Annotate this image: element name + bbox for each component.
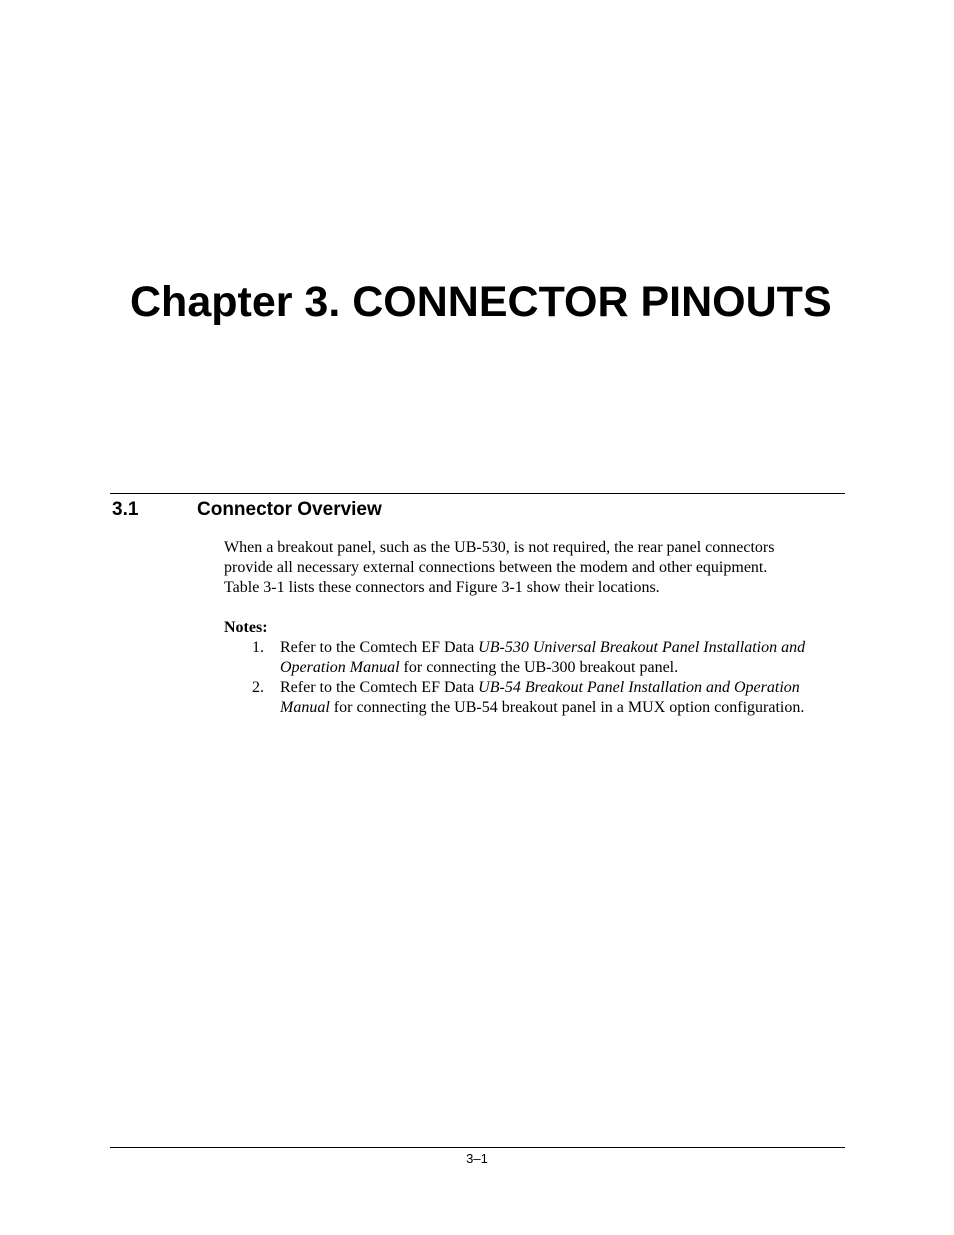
- note-text-suffix: for connecting the UB-54 breakout panel in a MUX option configuration.: [329, 699, 805, 716]
- notes-heading: Notes:: [224, 619, 268, 636]
- note-item: [224, 678, 844, 718]
- intro-line: When a breakout panel, such as the UB-530, is not required, the rear panel connectors: [224, 539, 775, 556]
- chapter-title: Chapter 3. CONNECTOR PINOUTS: [130, 278, 832, 326]
- intro-line: Table 3-1 lists these connectors and Figure 3-1 show their locations.: [224, 579, 660, 596]
- note-text-suffix: for connecting the UB-300 breakout panel.: [399, 659, 679, 676]
- section-title: Connector Overview: [197, 499, 382, 520]
- section-divider: [110, 493, 845, 494]
- intro-paragraph: [224, 538, 814, 598]
- manual-title: UB-54 Breakout Panel Installation and Operation Manual: [280, 679, 800, 716]
- note-number: 2.: [252, 679, 264, 696]
- section-body: [224, 538, 844, 718]
- note-item: [224, 638, 844, 678]
- note-text-prefix: Refer to the Comtech EF Data: [280, 679, 479, 696]
- manual-title: UB-530 Universal Breakout Panel Installation and Operation Manual: [280, 639, 806, 676]
- page-number: 3–1: [466, 1151, 488, 1166]
- footer-divider: [110, 1147, 845, 1148]
- note-number: 1.: [252, 639, 264, 656]
- section-number: 3.1: [112, 499, 139, 520]
- notes-list: [224, 638, 844, 718]
- intro-line: provide all necessary external connections between the modem and other equipment.: [224, 559, 768, 576]
- note-text-prefix: Refer to the Comtech EF Data: [280, 639, 479, 656]
